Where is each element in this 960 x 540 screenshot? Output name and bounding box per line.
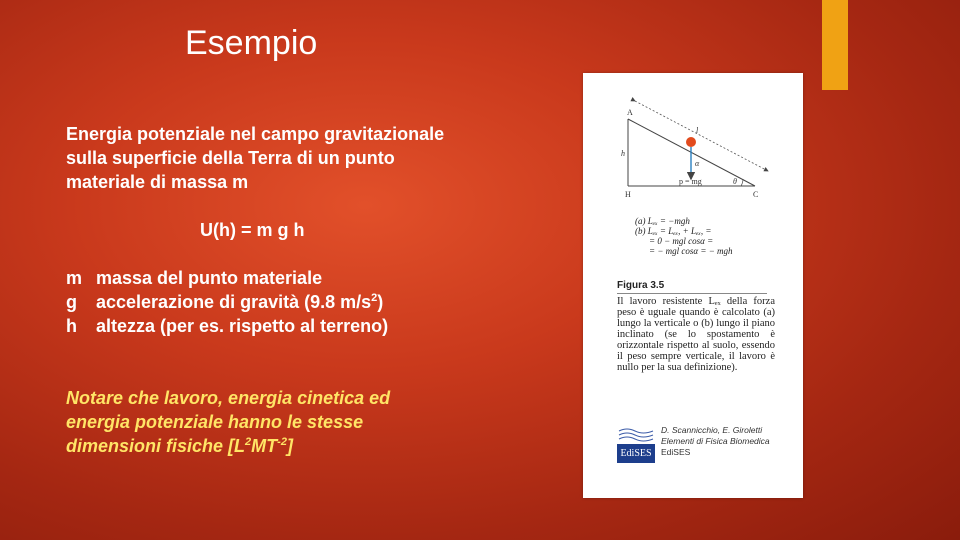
book-authors: D. Scannicchio, E. Giroletti bbox=[661, 425, 763, 435]
equation-line: (a) Lₑₓ = −mgh bbox=[635, 216, 690, 226]
equation-line: = − mgl cosα = − mgh bbox=[649, 246, 733, 256]
book-title: Elementi di Fisica Biomedica bbox=[661, 436, 770, 446]
variable-description: massa del punto materiale bbox=[96, 268, 323, 288]
logo-text: EdiSES bbox=[617, 444, 655, 463]
label-h: h bbox=[621, 149, 625, 158]
potential-energy-formula: U(h) = m g h bbox=[200, 220, 305, 240]
figure-label: Figura 3.5 bbox=[617, 280, 665, 291]
label-weight: p = mg bbox=[679, 177, 702, 186]
book-reference bbox=[617, 425, 792, 465]
figure-divider bbox=[617, 293, 767, 294]
variable-description: altezza (per es. rispetto al terreno) bbox=[96, 316, 389, 336]
inclined-plane-diagram bbox=[583, 73, 803, 208]
label-alpha: α bbox=[695, 159, 700, 168]
variable-list bbox=[66, 266, 388, 338]
figure-caption: Il lavoro resistente Lₑₓ della forza peso è uguale quando è calcolato (a) lungo la verticale o (b) lungo il piano inclinato (se lo spostamento è orizzontale rispetto al suolo, essendo il peso sempre verticale, il lavoro è nullo per la sua definizione). bbox=[617, 296, 775, 373]
dimension-note: Notare che lavoro, energia cinetica ed energia potenziale hanno le stesse dimensioni fisiche $[L^2MT^{-2}]$ bbox=[66, 388, 391, 456]
slide-title: Esempio bbox=[185, 24, 318, 62]
label-a: A bbox=[627, 108, 633, 117]
variable-item-m bbox=[66, 266, 388, 290]
variable-description: accelerazione di gravità (9.8 $m/s^2$) bbox=[96, 292, 384, 312]
label-c: C bbox=[753, 190, 759, 199]
variable-item-g bbox=[66, 290, 388, 314]
edises-logo bbox=[617, 425, 655, 463]
intro-paragraph: Energia potenziale nel campo gravitazionale sulla superficie della Terra di un punto materiale di massa m bbox=[66, 124, 445, 192]
variable-symbol: g bbox=[66, 292, 77, 312]
variable-item-h bbox=[66, 314, 388, 338]
logo-waves-icon bbox=[617, 425, 655, 443]
label-h-point: H bbox=[625, 190, 631, 199]
book-publisher: EdiSES bbox=[661, 447, 691, 457]
accent-bar bbox=[822, 0, 848, 90]
variable-symbol: m bbox=[66, 268, 83, 288]
label-l: l bbox=[696, 126, 699, 135]
book-details bbox=[661, 425, 770, 458]
equation-line: = 0 − mgl cosα = bbox=[649, 236, 714, 246]
label-theta: θ bbox=[733, 177, 737, 186]
work-equations bbox=[635, 216, 733, 256]
variable-symbol: h bbox=[66, 316, 77, 336]
equation-line: (b) Lₑₓ = Lₑₓ, + Lₑₓ, = bbox=[635, 226, 712, 236]
textbook-figure bbox=[583, 73, 803, 498]
